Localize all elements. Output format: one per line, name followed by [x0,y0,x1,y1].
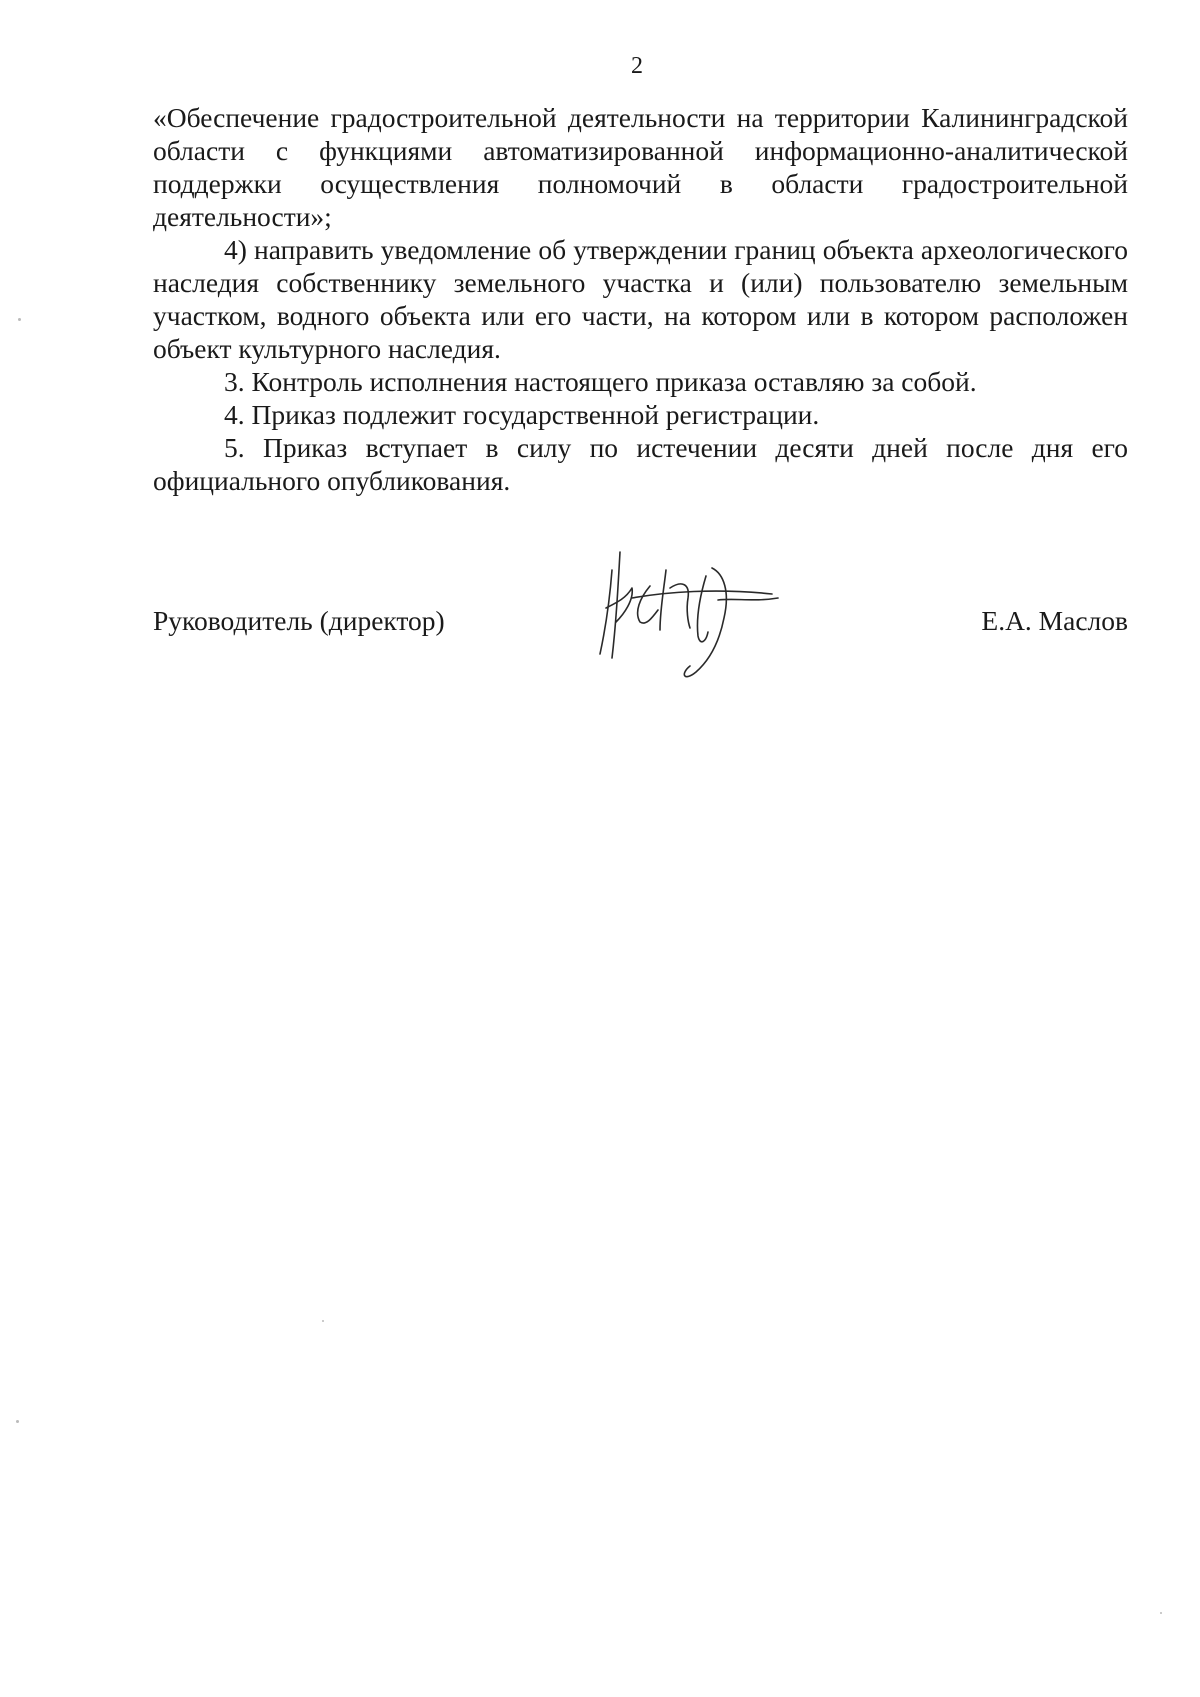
paragraph-item-5: 5. Приказ вступает в силу по истечении десяти дней после дня его официального опубликования. [153,432,1128,496]
paragraph-item-4-registration: 4. Приказ подлежит государственной регистрации. [224,399,820,430]
paragraph-system-name: «Обеспечение градостроительной деятельности на территории Калининградской области с функциями автоматизированной информационно-аналитической поддержки осуществления полномочий в области градостроительной деятельности»; [153,102,1128,232]
scan-speck [16,1420,19,1423]
paragraph-item-3: 3. Контроль исполнения настоящего приказа оставляю за собой. [224,366,977,397]
scan-speck [1160,1612,1162,1614]
document-body [153,101,1128,497]
paragraph-item-4: 4) направить уведомление об утверждении границ объекта археологического наследия собственнику земельного участка и (или) пользователю земельным участком, водного объекта или его части, на котором или в котором расположен объект культурного наследия. [153,234,1128,364]
scan-speck [322,1320,324,1322]
signatory-name: Е.А. Маслов [981,605,1128,636]
page-number: 2 [631,53,643,79]
handwritten-signature [596,548,782,694]
signatory-role: Руководитель (директор) [153,605,445,636]
scan-speck [18,318,21,321]
